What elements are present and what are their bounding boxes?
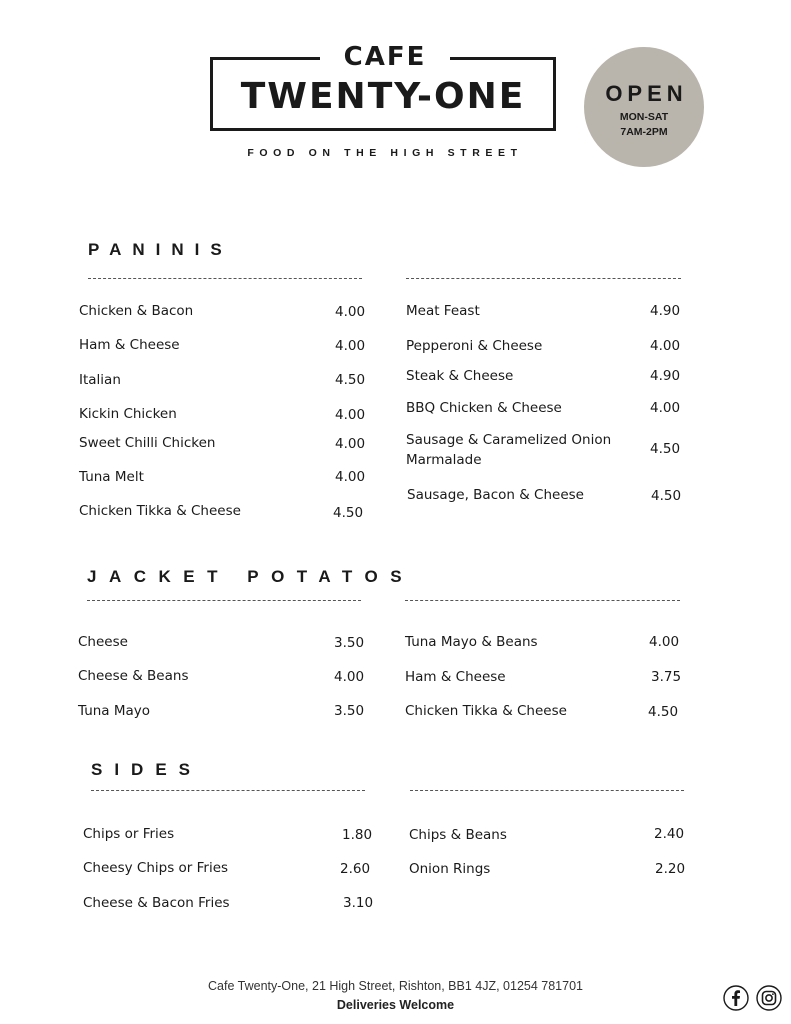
menu-item-name: Sausage & Caramelized Onion Marmalade — [406, 432, 612, 468]
menu-item-name: Chicken & Bacon — [79, 303, 194, 319]
menu-item-price: 4.50 — [333, 505, 364, 521]
menu-item-name: Tuna Mayo — [78, 703, 151, 719]
menu-item-name: Chips or Fries — [83, 826, 175, 842]
facebook-icon[interactable] — [723, 985, 749, 1011]
menu-item-name: Chips & Beans — [409, 827, 507, 843]
menu-item-name: Cheese & Bacon Fries — [83, 895, 230, 911]
menu-item-name: Sausage, Bacon & Cheese — [407, 487, 584, 503]
menu-item-price: 2.20 — [655, 861, 686, 877]
footer-note: Deliveries Welcome — [336, 998, 455, 1012]
menu-item-name: Sweet Chilli Chicken — [79, 435, 216, 451]
footer-address: Cafe Twenty-One, 21 High Street, Rishton, BB1 4JZ, 01254 781701 — [208, 979, 583, 993]
menu-item-price: 4.00 — [650, 338, 681, 354]
menu-item-price: 3.50 — [334, 703, 365, 719]
menu-item-price: 4.00 — [335, 304, 366, 320]
open-badge-days: MON-SAT — [619, 111, 669, 123]
menu-item-name: Meat Feast — [406, 303, 480, 319]
menu-item-price: 3.10 — [343, 895, 374, 911]
menu-item-price: 2.60 — [340, 861, 371, 877]
menu-item-price: 2.40 — [654, 826, 685, 842]
menu-item-name: BBQ Chicken & Cheese — [406, 400, 562, 416]
divider — [88, 278, 362, 279]
open-badge-hours: 7AM-2PM — [620, 126, 668, 138]
menu-item-name: Ham & Cheese — [405, 669, 506, 685]
menu-item-price: 3.75 — [651, 669, 682, 685]
menu-item-price: 4.00 — [334, 669, 365, 685]
menu-item-name: Cheese — [78, 634, 128, 650]
menu-item-price: 4.00 — [650, 400, 681, 416]
divider — [406, 278, 681, 279]
menu-item-name: Tuna Mayo & Beans — [405, 634, 538, 650]
menu-item-price: 1.80 — [342, 827, 373, 843]
logo-cafe-name: TWENTY-ONE — [240, 76, 526, 117]
menu-item-name: Steak & Cheese — [406, 368, 514, 384]
menu-item-price: 4.90 — [650, 368, 681, 384]
menu-item-price: 4.50 — [648, 704, 679, 720]
menu-item-price: 4.00 — [335, 407, 366, 423]
menu-item-price: 4.00 — [335, 338, 366, 354]
tagline: FOOD ON THE HIGH STREET — [247, 147, 523, 159]
menu-item-name: Cheesy Chips or Fries — [83, 860, 229, 876]
section-title-jacket-potatos: JACKET POTATOS — [87, 567, 415, 586]
menu-item-name: Pepperoni & Cheese — [406, 338, 543, 354]
section-title-sides: SIDES — [91, 760, 203, 779]
open-badge-title: OPEN — [605, 81, 688, 106]
open-hours-badge — [584, 47, 704, 167]
menu-item-name: Ham & Cheese — [79, 337, 180, 353]
menu-item-name: Chicken Tikka & Cheese — [405, 703, 567, 719]
menu-item-price: 4.50 — [650, 441, 681, 457]
menu-item-price: 4.90 — [650, 303, 681, 319]
logo-cafe-word: CAFE — [320, 42, 450, 72]
divider — [87, 600, 361, 601]
divider — [91, 790, 365, 791]
menu-item-name: Cheese & Beans — [78, 668, 189, 684]
menu-item-price: 4.00 — [335, 469, 366, 485]
menu-item-price: 4.00 — [649, 634, 680, 650]
divider — [405, 600, 680, 601]
menu-item-price: 4.50 — [335, 372, 366, 388]
menu-item-name: Chicken Tikka & Cheese — [79, 503, 241, 519]
instagram-icon[interactable] — [756, 985, 782, 1011]
menu-item-name: Tuna Melt — [79, 469, 144, 485]
divider — [410, 790, 684, 791]
menu-item-name: Kickin Chicken — [79, 406, 177, 422]
menu-item-price: 4.50 — [651, 488, 682, 504]
menu-item-price: 3.50 — [334, 635, 365, 651]
menu-item-price: 4.00 — [335, 436, 366, 452]
section-title-paninis: PANINIS — [88, 240, 233, 259]
menu-item-name: Onion Rings — [409, 861, 491, 877]
menu-item-name: Italian — [79, 372, 121, 388]
